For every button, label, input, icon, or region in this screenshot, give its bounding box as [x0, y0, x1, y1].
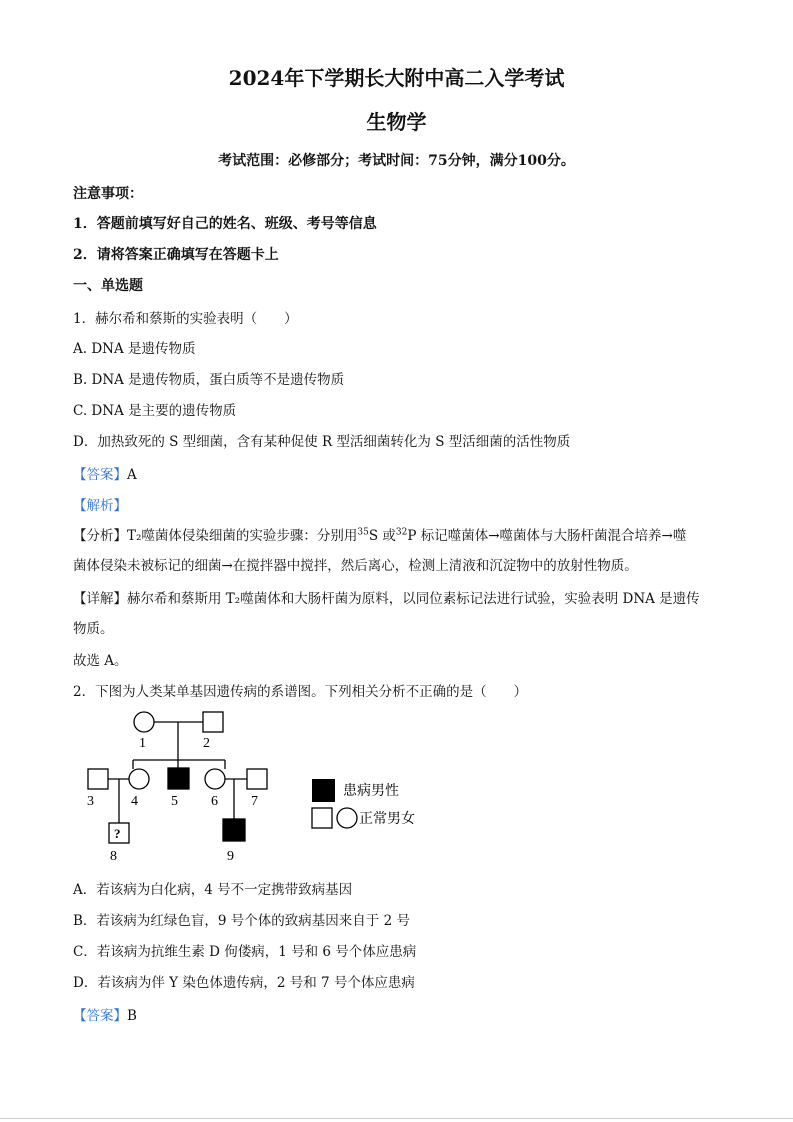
- unknown-mark: ?: [114, 826, 121, 841]
- individual-2: [203, 712, 223, 732]
- pedigree-diagram: [75, 705, 435, 867]
- isotope-35: 35: [357, 527, 369, 538]
- q1-option-c: C. DNA 是主要的遗传物质: [73, 403, 237, 419]
- q2-answer-value: B: [127, 1008, 137, 1024]
- individual-7: [247, 769, 267, 789]
- individual-3: [88, 769, 108, 789]
- q1-stem: 1．赫尔希和蔡斯的实验表明（ ）: [73, 311, 298, 327]
- detail-text: 赫尔希和蔡斯用 T₂噬菌体和大肠杆菌为原料，以同位素标记法进行试验，实验表明 DNA 是遗传: [127, 591, 700, 607]
- subject-title: 生物学: [366, 110, 427, 134]
- page-bottom-rule: [0, 1118, 793, 1119]
- q1-fenxi-line2: 菌体侵染未被标记的细菌→在搅拌器中搅拌，然后离心，检测上清液和沉淀物中的放射性物质。: [73, 558, 638, 574]
- answer-value: A: [127, 467, 137, 483]
- legend-normal-female-icon: [337, 808, 357, 828]
- q1-answer: [73, 463, 137, 483]
- q2-option-c: C．若该病为抗维生素 D 佝偻病，1 号和 6 号个体应患病: [73, 944, 417, 960]
- q2-option-d: D．若该病为伴 Y 染色体遗传病，2 号和 7 号个体应患病: [73, 975, 415, 991]
- legend-affected-male-icon: [312, 779, 335, 802]
- legend-affected-label: 患病男性: [343, 783, 399, 799]
- label-8: 8: [110, 849, 117, 864]
- individual-1: [134, 712, 154, 732]
- q1-detail-line1: [73, 587, 700, 607]
- legend-normal-label: 正常男女: [359, 811, 415, 827]
- isotope-32: 32: [395, 527, 408, 538]
- note-item-1: 1．答题前填写好自己的姓名、班级、考号等信息: [73, 216, 377, 232]
- individual-4: [129, 769, 149, 789]
- analysis-tag: 【解析】: [73, 498, 127, 514]
- notes-heading: 注意事项：: [73, 186, 143, 202]
- fenxi-tag: 【分析】: [73, 528, 127, 544]
- fenxi-text-b: P 标记噬菌体→噬菌体与大肠杆菌混合培养→噬: [407, 528, 687, 544]
- q2-stem: 2．下图为人类某单基因遗传病的系谱图。下列相关分析不正确的是（ ）: [73, 684, 528, 700]
- q2-option-b: B．若该病为红绿色盲，9 号个体的致病基因来自于 2 号: [73, 913, 410, 929]
- q1-fenxi-line1: [73, 524, 686, 544]
- q1-option-a: A. DNA 是遗传物质: [73, 341, 196, 357]
- q1-option-b: B. DNA 是遗传物质，蛋白质等不是遗传物质: [73, 372, 345, 388]
- label-2: 2: [203, 736, 210, 751]
- answer-tag: 【答案】: [73, 467, 127, 483]
- exam-title: 2024年下学期长大附中高二入学考试: [228, 66, 565, 90]
- label-6: 6: [211, 794, 218, 809]
- individual-9: [223, 819, 245, 841]
- label-4: 4: [131, 794, 138, 809]
- note-item-2: 2．请将答案正确填写在答题卡上: [73, 247, 279, 263]
- fenxi-s-or: S 或: [368, 528, 396, 544]
- fenxi-text-a: T₂噬菌体侵染细菌的实验步骤：分别用: [127, 528, 358, 544]
- q1-option-d: D．加热致死的 S 型细菌，含有某种促使 R 型活细菌转化为 S 型活细菌的活性物质: [73, 434, 571, 450]
- q2-answer-tag: 【答案】: [73, 1008, 127, 1024]
- detail-tag: 【详解】: [73, 591, 127, 607]
- individual-6: [205, 769, 225, 789]
- legend-normal-male-icon: [312, 808, 332, 828]
- label-7: 7: [251, 794, 258, 809]
- q1-conclusion: 故选 A。: [73, 653, 128, 669]
- q1-detail-line2: 物质。: [73, 621, 114, 637]
- exam-info: 考试范围：必修部分；考试时间：75分钟，满分100分。: [218, 153, 575, 169]
- q2-answer: [73, 1004, 137, 1024]
- label-1: 1: [139, 736, 146, 751]
- label-9: 9: [227, 849, 234, 864]
- individual-5: [168, 768, 189, 789]
- label-3: 3: [87, 794, 94, 809]
- q2-option-a: A．若该病为白化病，4 号不一定携带致病基因: [73, 882, 353, 898]
- section-heading: 一、单选题: [73, 278, 143, 294]
- label-5: 5: [171, 794, 178, 809]
